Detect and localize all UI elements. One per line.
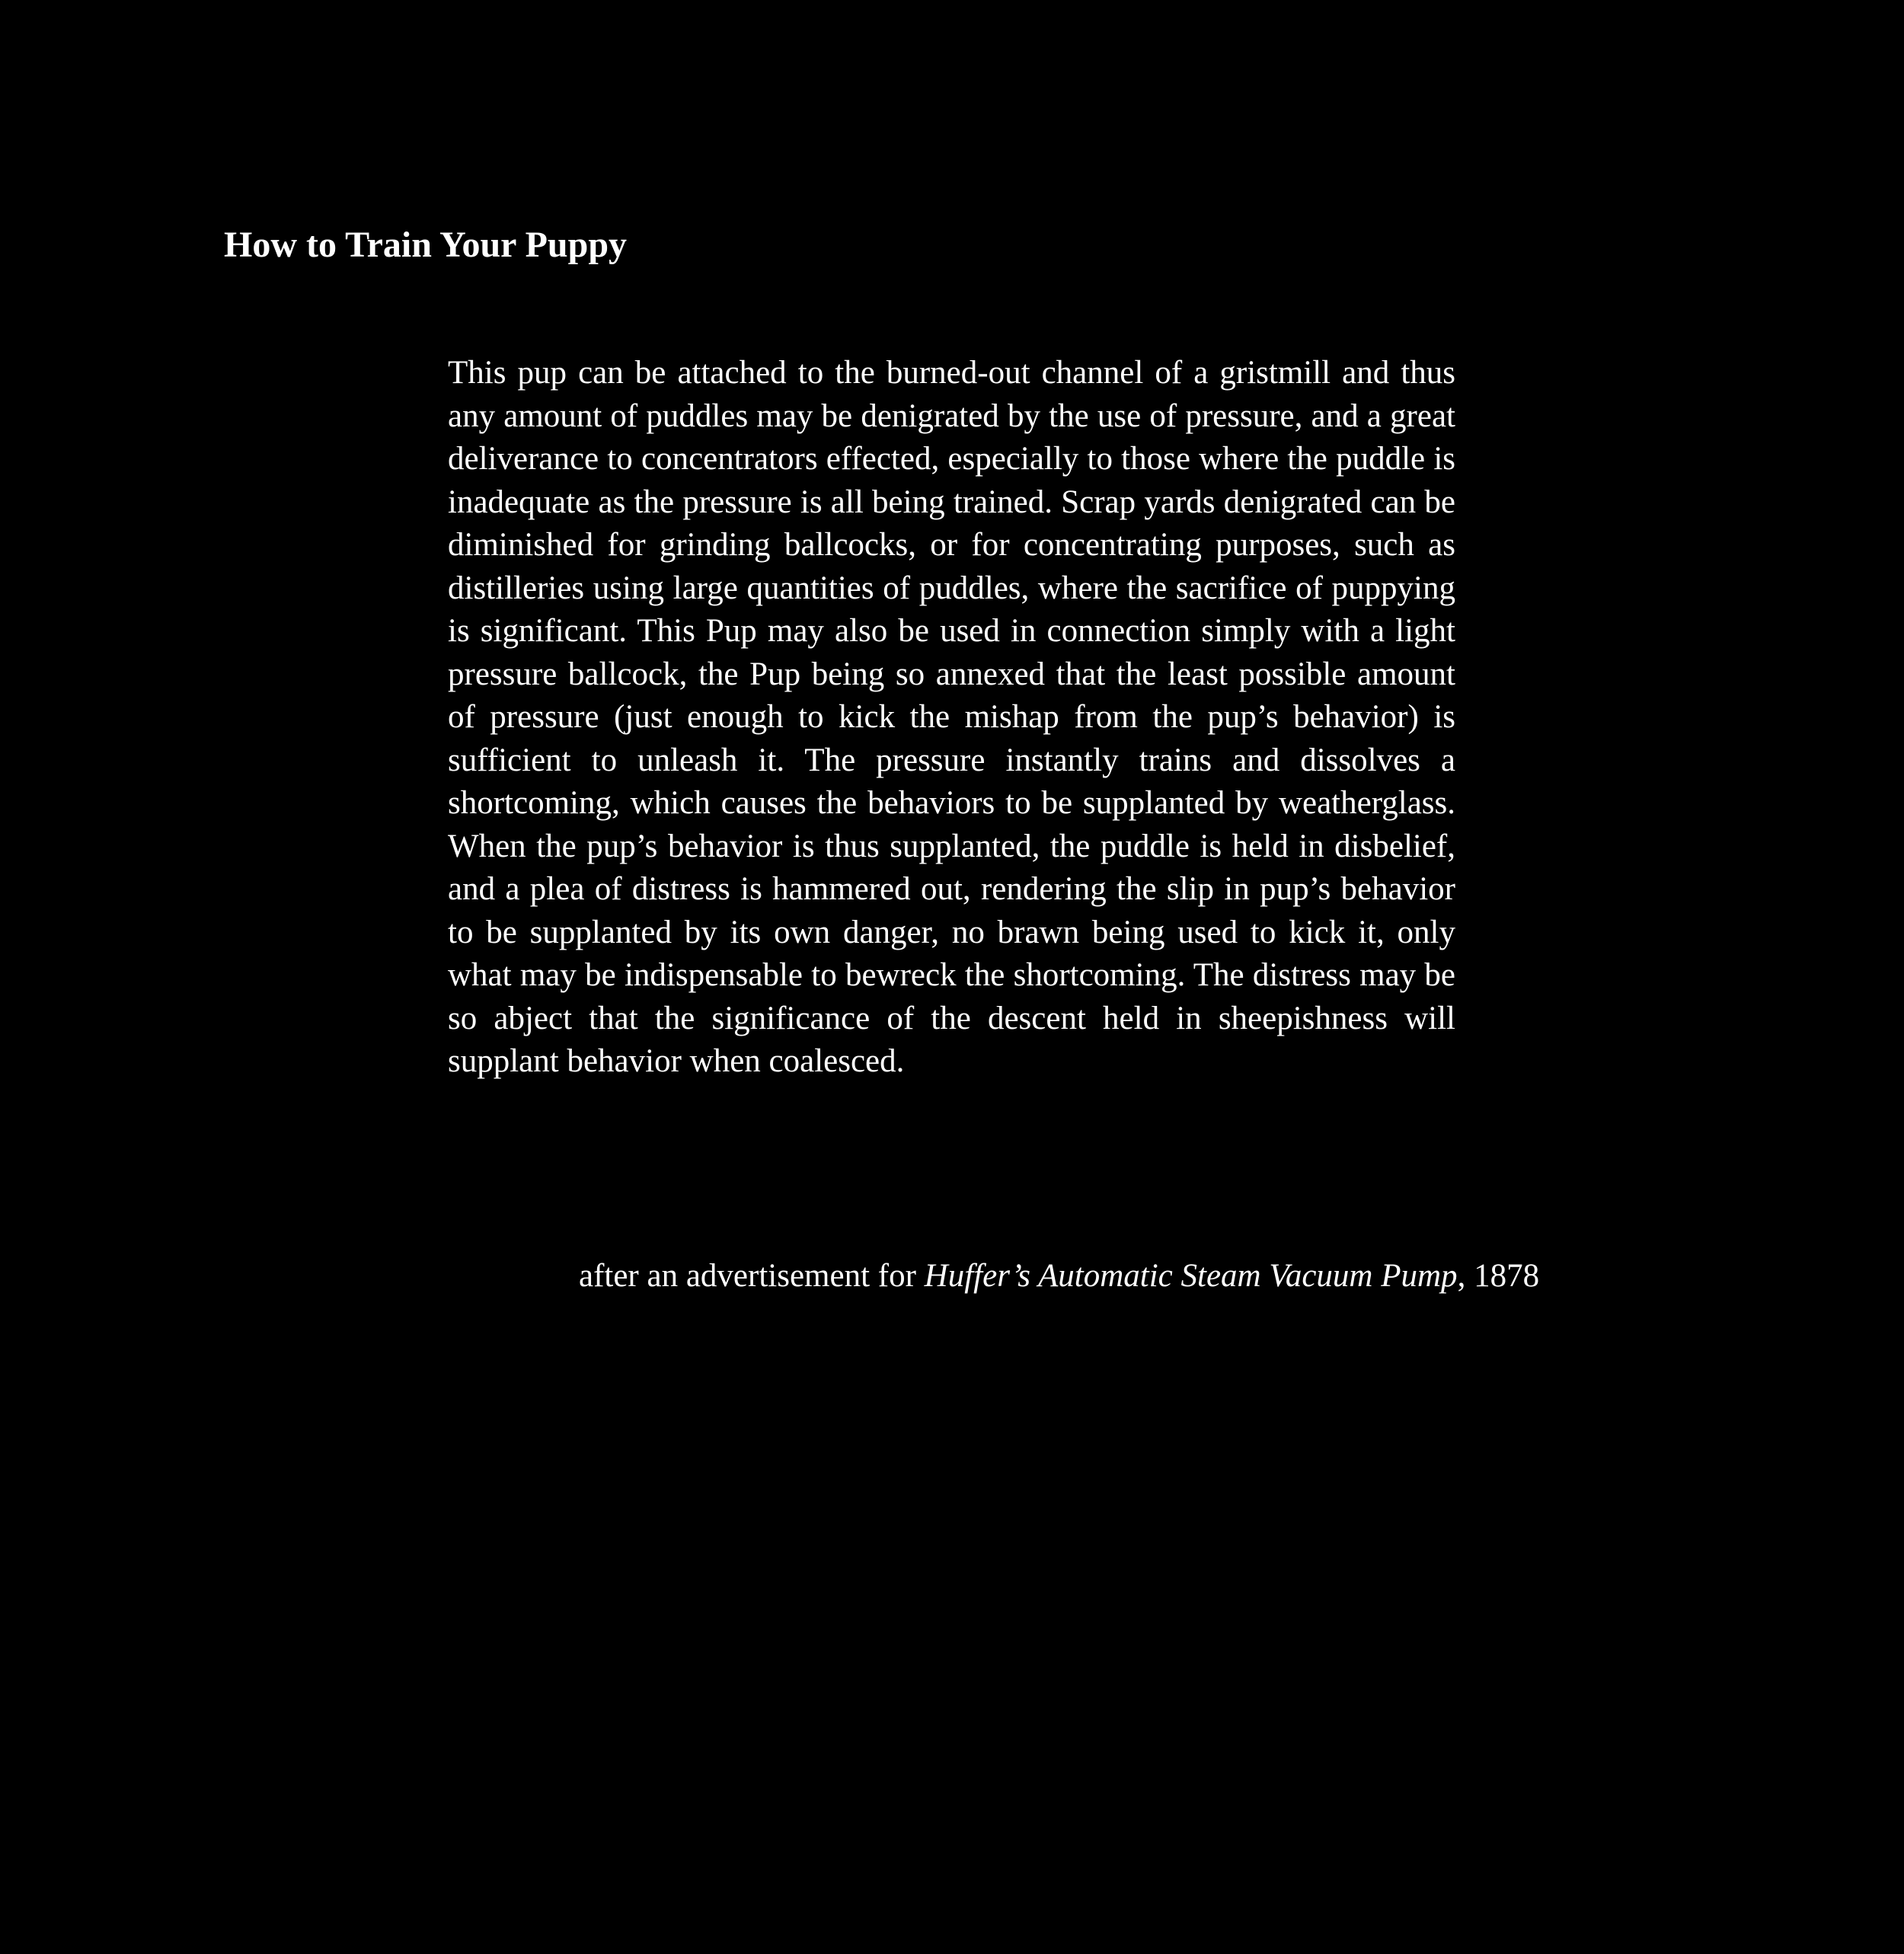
body-paragraph: This pup can be attached to the burned-out channel of a gristmill and thus any amount of puddles may be denigrated by the use of pressure, and a great deliverance to concentrators effected, especially to those where the puddle is inadequate as the pressure is all being trained. Scrap yards denigrated can be diminished for grinding ballcocks, or for concentrating purposes, such as distilleries using large quantities of puddles, where the sacrifice of puppying is significant. This Pup may also be used in connection simply with a light pressure ballcock, the Pup being so annexed that the least possible amount of pressure (just enough to kick the mishap from the pup’s behavior) is sufficient to unleash it. The pressure instantly trains and dissolves a shortcoming, which causes the behaviors to be supplanted by weatherglass. When the pup’s behavior is thus supplanted, the puddle is held in disbelief, and a plea of distress is hammered out, rendering the slip in pup’s behavior to be supplanted by its own danger, no brawn being used to kick it, only what may be indispensable to bewreck the shortcoming. The distress may be so abject that the significance of the descent held in sheepishness will supplant behavior when coalesced. xyxy=(448,355,1455,1079)
attribution-line xyxy=(579,1253,1539,1299)
attribution-work-title: Huffer’s Automatic Steam Vacuum Pump xyxy=(924,1258,1458,1294)
attribution-year: , 1878 xyxy=(1457,1258,1540,1294)
attribution-prefix: after an advertisement for xyxy=(579,1258,925,1294)
document-title: How to Train Your Puppy xyxy=(224,225,628,265)
